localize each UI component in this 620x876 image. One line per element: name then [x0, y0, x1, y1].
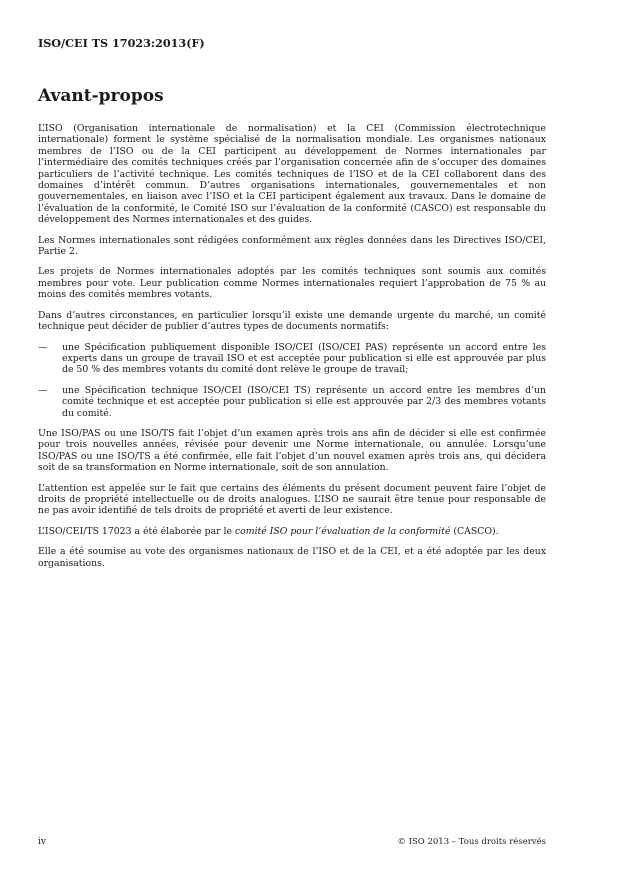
paragraph-adoption: Elle a été soumise au vote des organismes nationaux de l’ISO et de la CEI, et a été adoptée par les deux organisations.	[38, 546, 546, 569]
paragraph-patent-rights: L’attention est appelée sur le fait que certains des éléments du présent document peuvent faire l’objet de droits de propriété intellectuelle ou de droits analogues. L’ISO ne saurait être tenue pour responsable de ne pas avoir identifié de tels droits de propriété et averti de leur existence.	[38, 482, 546, 517]
list-item-text: une Spécification technique ISO/CEI (ISO/CEI TS) représente un accord entre les membres d’un comité technique et est acceptée pour publication si elle est approuvée par 2/3 des membres votants du comité.	[62, 384, 546, 419]
foreword-body	[38, 123, 546, 578]
list-dash: —	[38, 341, 48, 353]
page-title: Avant-propos	[38, 86, 164, 106]
prepared-by-suffix: (CASCO).	[450, 525, 499, 537]
list-item-pas	[38, 342, 546, 376]
list-item-ts	[38, 385, 546, 419]
copyright-notice: © ISO 2013 – Tous droits réservés	[397, 837, 546, 847]
document-types-list	[38, 342, 546, 419]
prepared-by-prefix: L’ISO/CEI/TS 17023 a été élaborée par le	[38, 525, 235, 537]
paragraph-iso-cei-intro: L’ISO (Organisation internationale de normalisation) et la CEI (Commission électrotechnique internationale) forment le système spécialisé de la normalisation mondiale. Les organismes nationaux membres de l’ISO ou de la CEI participent au développement de Normes internationales par l’intermédiaire des comités techniques créés par l’organisation concernée afin de s’occuper des domaines particuliers de l’activité technique. Les comités techniques de l’ISO et de la CEI collaborent dans des domaines d’intérêt commun. D’autres organisations internationales, gouvernementales et non gouvernementales, en liaison avec l’ISO et la CEI participent également aux travaux. Dans le domaine de l’évaluation de la conformité, le Comité ISO sur l’évaluation de la conformité (CASCO) est responsable du développement des Normes internationales et des guides.	[38, 123, 546, 226]
document-identifier: ISO/CEI TS 17023:2013(F)	[38, 36, 205, 50]
paragraph-directives: Les Normes internationales sont rédigées conformément aux règles données dans les Directives ISO/CEI, Partie 2.	[38, 234, 546, 258]
list-dash: —	[38, 384, 48, 396]
paragraph-other-circumstances: Dans d’autres circonstances, en particulier lorsqu’il existe une demande urgente du marché, un comité technique peut décider de publier d’autres types de documents normatifs:	[38, 309, 546, 333]
list-item-text: une Spécification publiquement disponible ISO/CEI (ISO/CEI PAS) représente un accord entre les experts dans un groupe de travail ISO et est acceptée pour publication si elle est approuvée par plus de 50 % des membres votants du comité dont relève le groupe de travail;	[62, 341, 546, 376]
paragraph-review: Une ISO/PAS ou une ISO/TS fait l’objet d’un examen après trois ans afin de décider si elle est confirmée pour trois nouvelles années, révisée pour devenir une Norme internationale, ou annulée. Lorsqu’une ISO/PAS ou une ISO/TS a été confirmée, elle fait l’objet d’un nouvel examen après trois ans, qui décidera soit de sa transformation en Norme internationale, soit de son annulation.	[38, 427, 546, 474]
paragraph-prepared-by	[38, 526, 546, 537]
paragraph-voting: Les projets de Normes internationales adoptés par les comités techniques sont soumis aux comités membres pour vote. Leur publication comme Normes internationales requiert l’approbation de 75 % au moins des comités membres votants.	[38, 266, 546, 301]
committee-name: comité ISO pour l’évaluation de la conformité	[234, 525, 451, 537]
page-number: iv	[38, 837, 46, 847]
